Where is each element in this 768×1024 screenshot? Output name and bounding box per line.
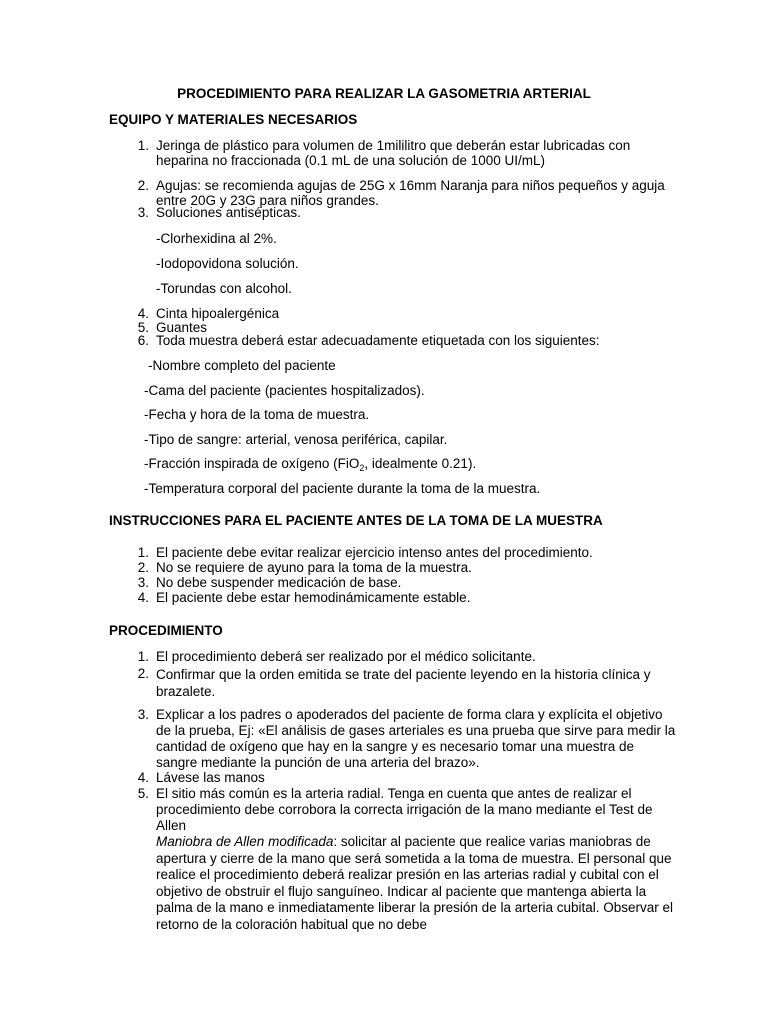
list-text: No debe suspender medicación de base. (156, 575, 402, 590)
list-number: 3. (137, 205, 149, 220)
list-number: 5. (137, 320, 149, 335)
list-number: 2. (137, 178, 149, 193)
section-heading-procedure: PROCEDIMIENTO (109, 623, 223, 638)
list-number: 3. (137, 575, 149, 590)
label-field: -Tipo de sangre: arterial, venosa periférica, capilar. (144, 432, 448, 447)
list-text: Guantes (156, 320, 208, 335)
label-field-fio2 (144, 456, 476, 471)
antiseptic-item: -Iodopovidona solución. (156, 256, 299, 271)
list-text: Cinta hipoalergénica (156, 306, 280, 321)
list-number: 1. (137, 138, 149, 153)
antiseptic-item: -Torundas con alcohol. (156, 281, 292, 296)
list-text: Jeringa de plástico para volumen de 1mililitro que deberán estar lubricadas con heparina no fraccionada (0.1 mL de una solución de 1000 UI/mL) (156, 138, 631, 168)
list-text: Soluciones antisépticas. (156, 205, 301, 220)
fio2-subscript: 2 (359, 463, 365, 473)
fio2-text: -Fracción inspirada de oxígeno (FiO (144, 456, 360, 471)
antiseptic-item: -Clorhexidina al 2%. (156, 231, 277, 246)
list-text: Toda muestra deberá estar adecuadamente etiquetada con los siguientes: (156, 333, 600, 348)
fio2-text-end: , idealmente 0.21). (364, 456, 477, 471)
list-number: 3. (137, 707, 149, 722)
list-number: 5. (137, 786, 149, 801)
list-number: 4. (137, 770, 149, 785)
list-number: 2. (137, 666, 149, 681)
allen-text-block (156, 834, 676, 933)
list-number: 2. (137, 560, 149, 575)
list-text: El paciente debe estar hemodinámicamente estable. (156, 590, 471, 605)
list-number: 1. (137, 545, 149, 560)
document-title: PROCEDIMIENTO PARA REALIZAR LA GASOMETRIA ARTERIAL (177, 86, 591, 101)
list-number: 1. (137, 649, 149, 664)
list-text: No se requiere de ayuno para la toma de la muestra. (156, 560, 472, 575)
section-heading-instructions: INSTRUCCIONES PARA EL PACIENTE ANTES DE LA TOMA DE LA MUESTRA (109, 513, 603, 528)
list-number: 6. (137, 333, 149, 348)
list-text: Lávese las manos (156, 770, 265, 785)
list-number: 4. (137, 306, 149, 321)
list-text: El paciente debe evitar realizar ejercicio intenso antes del procedimiento. (156, 545, 593, 560)
list-number: 4. (137, 590, 149, 605)
label-field: -Fecha y hora de la toma de muestra. (144, 407, 370, 422)
list-text: El procedimiento deberá ser realizado por el médico solicitante. (156, 649, 536, 664)
list-text: Explicar a los padres o apoderados del paciente de forma clara y explícita el objetivo de la prueba, Ej: «El análisis de gases arteriales es una prueba que sirve para medir la cantidad de oxígeno que hay en la sangre y es necesario tomar una muestra de sangre mediante la punción de una arteria del brazo». (156, 707, 676, 770)
label-field: -Cama del paciente (pacientes hospitalizados). (144, 383, 425, 398)
list-text: Agujas: se recomienda agujas de 25G x 16mm Naranja para niños pequeños y aguja entre 20G y 23G para niños grandes. (156, 178, 665, 208)
list-text: Confirmar que la orden emitida se trate del paciente leyendo en la historia clínica y brazalete. (156, 667, 651, 699)
section-heading-equipment: EQUIPO Y MATERIALES NECESARIOS (109, 112, 358, 127)
allen-term: Maniobra de Allen modificada (156, 834, 334, 849)
allen-description: : solicitar al paciente que realice varias maniobras de apertura y cierre de la mano que será sometida a la toma de muestra. El personal que realice el procedimiento deberá realizar presión en las arterias radial y cubital con el objetivo de obstruir el flujo sanguíneo. Indicar al paciente que mantenga abierta la palma de la mano e inmediatamente liberar la presión de la arteria cubital. Observar el retorno de la coloración habitual que no debe (156, 834, 674, 932)
label-field: -Nombre completo del paciente (148, 358, 336, 373)
label-field: -Temperatura corporal del paciente durante la toma de la muestra. (144, 481, 541, 496)
list-text: El sitio más común es la arteria radial. Tenga en cuenta que antes de realizar el procedimiento debe corrobora la correcta irrigación de la mano mediante el Test de Allen (156, 786, 653, 833)
